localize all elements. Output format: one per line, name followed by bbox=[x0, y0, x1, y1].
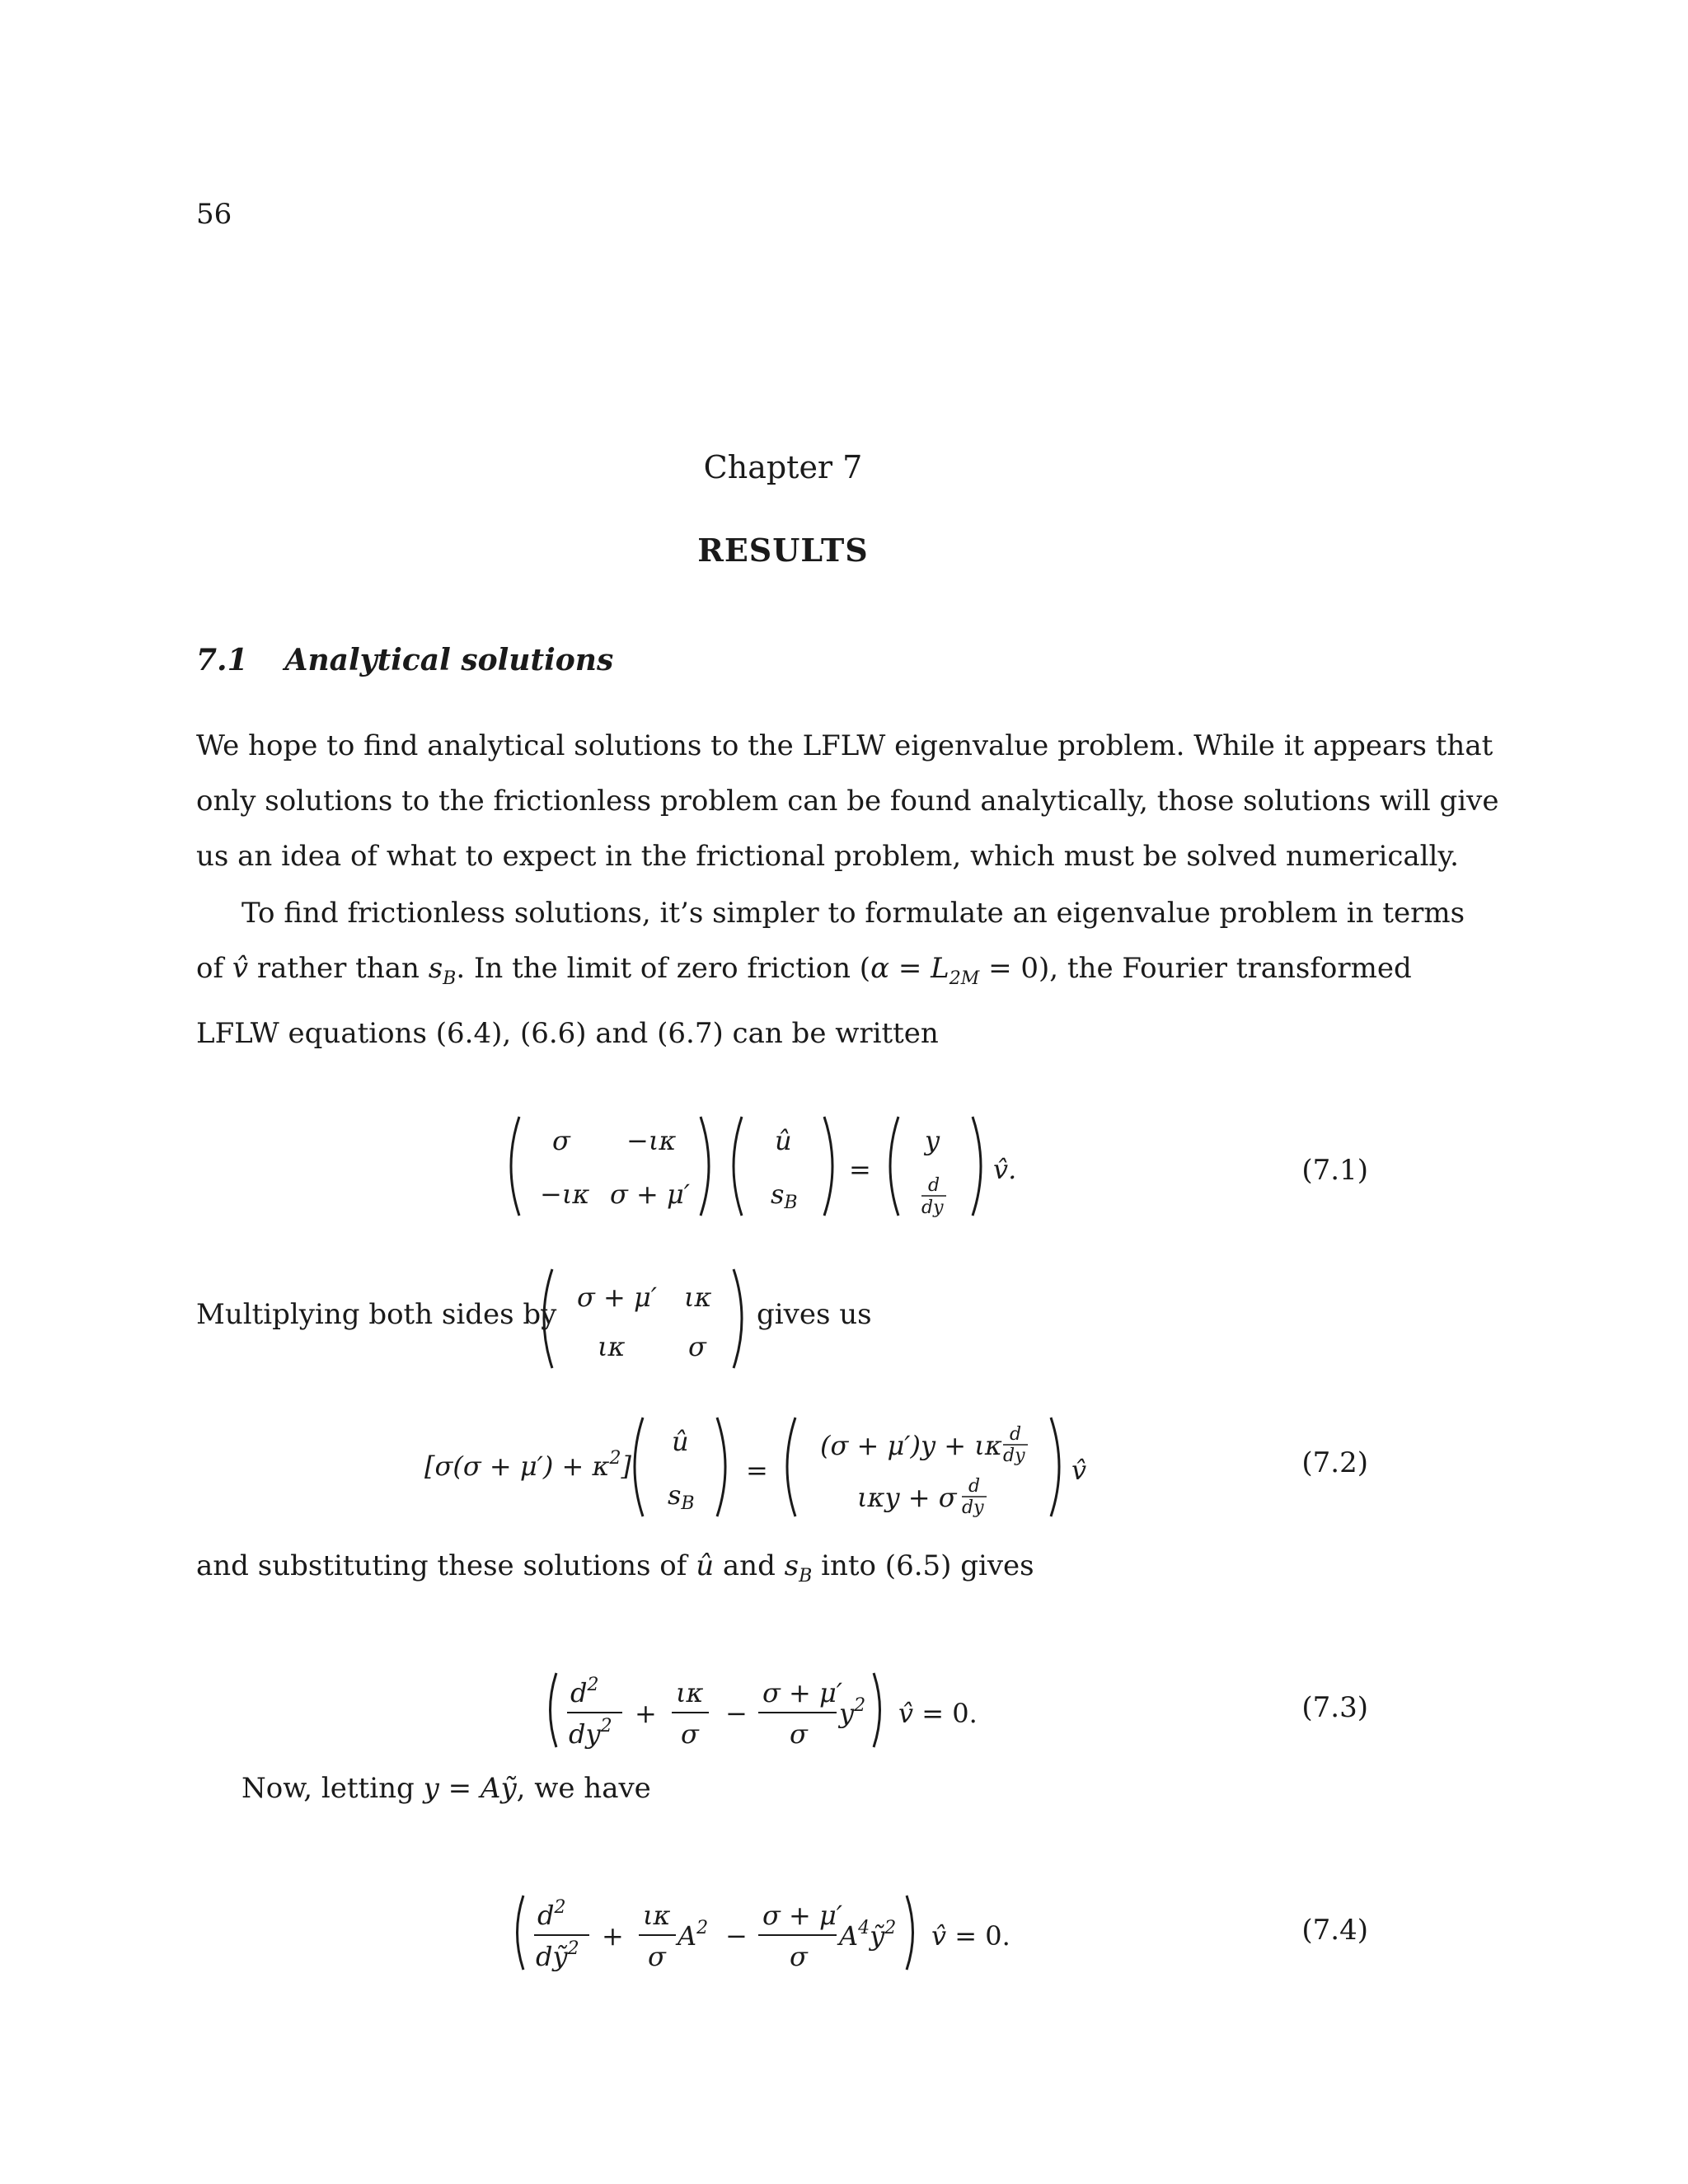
svg-text:A4ỹ2: $A^4ỹ^2$ bbox=[839, 1918, 897, 1952]
svg-text:d2: $d^2$ bbox=[570, 1675, 599, 1708]
svg-text:(σ + μ′)y + ικ: (σ + μ′)y + ικ bbox=[820, 1430, 1002, 1461]
text-multiplying: Multiplying both sides by bbox=[196, 1298, 557, 1331]
equation-number: (7.1) bbox=[1301, 1154, 1368, 1187]
svg-text:û: û bbox=[775, 1125, 792, 1156]
svg-text:−: − bbox=[725, 1920, 748, 1952]
svg-text:σ + μ′: σ + μ′ bbox=[610, 1179, 691, 1210]
svg-text:d2: $d^2$ bbox=[537, 1897, 566, 1931]
svg-text:y2: $y^2$ bbox=[839, 1695, 866, 1729]
paragraph-line: of v̂ rather than $s_B$. In the limit of zero friction $(\alpha = L_{2M} = 0)$, the Fourier transformed bbox=[196, 952, 1412, 989]
svg-text:σ: σ bbox=[790, 1718, 808, 1750]
svg-text:ικ: ικ bbox=[643, 1900, 671, 1931]
svg-text:−ικ: −ικ bbox=[626, 1125, 677, 1156]
paragraph-line: LFLW equations (6.4), (6.6) and (6.7) can be written bbox=[196, 1016, 939, 1050]
svg-text:=: = bbox=[746, 1455, 768, 1486]
svg-text:dy: dy bbox=[1003, 1446, 1025, 1466]
svg-text:v̂.: v̂. bbox=[993, 1154, 1017, 1185]
paragraph-frictionless bbox=[196, 886, 1465, 1062]
equation-7-4 bbox=[511, 1887, 1022, 1986]
text-fragment: rather than bbox=[256, 952, 420, 985]
math-substitution: y = Aỹ bbox=[423, 1772, 517, 1805]
svg-text:v̂ = 0.: v̂ = 0. bbox=[931, 1920, 1010, 1952]
svg-text:d: d bbox=[928, 1175, 940, 1196]
equation-7-1 bbox=[495, 1104, 1071, 1228]
equation-number: (7.4) bbox=[1301, 1914, 1368, 1947]
svg-text:dy2: $dy^2$ bbox=[569, 1716, 612, 1750]
equation-number: (7.2) bbox=[1301, 1446, 1368, 1479]
equation-7-2 bbox=[420, 1405, 1104, 1529]
svg-text:−: − bbox=[725, 1698, 748, 1729]
math-s-b: $s_B$ bbox=[784, 1549, 813, 1586]
text-gives-us: gives us bbox=[757, 1298, 872, 1331]
svg-text:σ: σ bbox=[648, 1941, 666, 1972]
svg-text:ικy + σ: ικy + σ bbox=[857, 1482, 957, 1513]
section-heading bbox=[196, 643, 613, 677]
svg-text:=: = bbox=[849, 1154, 871, 1185]
svg-text:d: d bbox=[1010, 1424, 1022, 1445]
text-fragment: ), the Fourier transformed bbox=[1039, 952, 1412, 985]
svg-text:A2: $A^2$ bbox=[678, 1918, 709, 1952]
text-fragment: of bbox=[196, 952, 224, 985]
svg-text:y: y bbox=[925, 1125, 940, 1156]
svg-text:û: û bbox=[672, 1426, 689, 1457]
svg-text:v̂ = 0.: v̂ = 0. bbox=[898, 1698, 978, 1729]
equation-number: (7.3) bbox=[1301, 1691, 1368, 1724]
text-fragment: . In the limit of zero friction ( bbox=[456, 952, 871, 985]
svg-text:σ: σ bbox=[688, 1331, 706, 1362]
equation-7-3 bbox=[544, 1665, 989, 1764]
svg-text:ικ: ικ bbox=[676, 1677, 704, 1708]
svg-text:σ + μ′: σ + μ′ bbox=[577, 1282, 658, 1313]
math-v-hat: v̂ bbox=[232, 952, 249, 985]
svg-text:+: + bbox=[635, 1698, 657, 1729]
svg-text:σ + μ′: σ + μ′ bbox=[762, 1900, 843, 1931]
svg-text:sB: sB bbox=[771, 1179, 798, 1213]
svg-text:σ: σ bbox=[681, 1718, 699, 1750]
svg-text:dy: dy bbox=[962, 1497, 984, 1518]
svg-text:dỹ2: dỹ$^2$ bbox=[536, 1938, 579, 1972]
text-fragment: into (6.5) gives bbox=[821, 1549, 1034, 1582]
section-number: 7.1 bbox=[196, 643, 248, 677]
math-u-hat: û bbox=[696, 1549, 715, 1582]
svg-text:σ: σ bbox=[552, 1125, 570, 1156]
svg-text:σ: σ bbox=[790, 1941, 808, 1972]
svg-text:sB: sB bbox=[668, 1479, 695, 1514]
paragraph-intro bbox=[196, 719, 1499, 884]
paragraph-line: To find frictionless solutions, it’s simpler to formulate an eigenvalue problem in terms bbox=[241, 897, 1465, 930]
text-fragment: and substituting these solutions of bbox=[196, 1549, 687, 1582]
paragraph-line: We hope to find analytical solutions to the LFLW eigenvalue problem. While it appears that bbox=[196, 729, 1493, 762]
paragraph-line: only solutions to the frictionless problem can be found analytically, those solutions will give bbox=[196, 785, 1499, 818]
multiplier-matrix bbox=[536, 1257, 750, 1380]
svg-text:[σ(σ + μ′) + κ2]: $[\sigma(\sigma + \mu') + \kappa^2]$ bbox=[424, 1448, 631, 1482]
text-fragment: Now, letting bbox=[241, 1772, 415, 1805]
section-title: Analytical solutions bbox=[284, 643, 614, 677]
svg-text:v̂: v̂ bbox=[1071, 1455, 1087, 1486]
page-number: 56 bbox=[196, 198, 232, 231]
paragraph-line: us an idea of what to expect in the frictional problem, which must be solved numerically. bbox=[196, 840, 1459, 873]
svg-text:−ικ: −ικ bbox=[540, 1179, 590, 1210]
chapter-label: Chapter 7 bbox=[703, 449, 863, 485]
chapter-title: RESULTS bbox=[697, 532, 869, 569]
text-fragment: , we have bbox=[516, 1772, 651, 1805]
svg-text:ικ: ικ bbox=[598, 1331, 626, 1362]
svg-text:ικ: ικ bbox=[684, 1282, 712, 1313]
text-now-letting bbox=[241, 1772, 651, 1805]
svg-text:d: d bbox=[968, 1476, 981, 1497]
svg-text:+: + bbox=[602, 1920, 624, 1952]
text-substituting bbox=[196, 1549, 1034, 1586]
svg-text:σ + μ′: σ + μ′ bbox=[762, 1677, 843, 1708]
svg-text:dy: dy bbox=[921, 1197, 944, 1218]
text-fragment: and bbox=[722, 1549, 776, 1582]
math-s-b: $s_B$ bbox=[428, 952, 457, 989]
math-zero-friction: $\alpha = L_{2M}$ bbox=[870, 952, 980, 989]
